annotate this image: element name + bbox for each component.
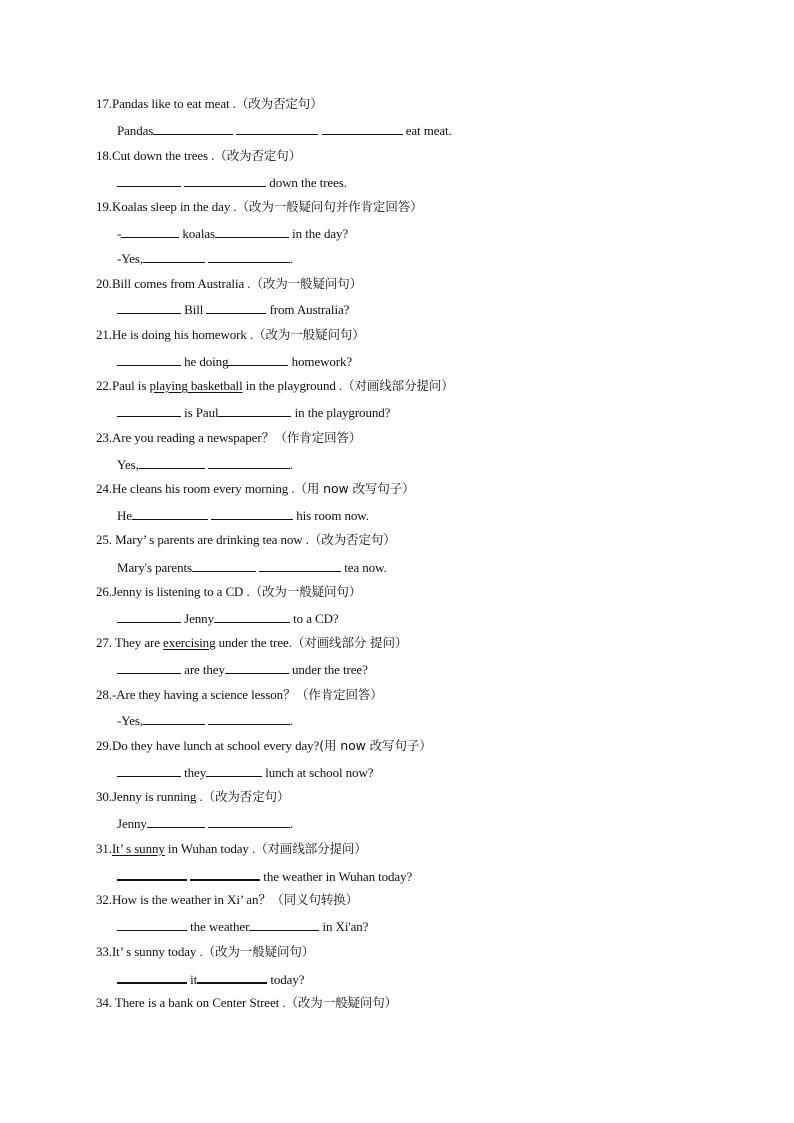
question-text: 34. There is a bank on Center Street . — [96, 995, 286, 1010]
answer-blank[interactable] — [190, 867, 260, 881]
question-text: 19.Koalas sleep in the day . — [96, 199, 237, 214]
question-instruction: （改为否定句） — [214, 148, 302, 163]
answer-27: are they under the tree? — [117, 661, 368, 677]
question-22: 22.Paul is playing basketball in the playground .（对画线部分提问） — [96, 378, 454, 393]
answer-blank[interactable] — [208, 250, 290, 263]
question-instruction: （改为一般疑问句并作肯定回答） — [236, 199, 423, 214]
answer-blank[interactable] — [249, 918, 319, 931]
question-instruction: （改为否定句） — [202, 789, 290, 804]
question-instruction: （改为一般疑问句） — [249, 584, 362, 599]
question-text: 32.How is the weather in Xi’ an？ — [96, 892, 272, 907]
question-instruction: （作肯定回答） — [295, 687, 383, 702]
question-text: 33.It’ s sunny today . — [96, 944, 203, 959]
question-29 — [96, 738, 432, 754]
question-25 — [96, 532, 396, 548]
answer-blank[interactable] — [225, 661, 289, 674]
answer-blank[interactable] — [206, 301, 266, 314]
question-text: 21.He is doing his homework . — [96, 327, 254, 342]
question-26 — [96, 584, 361, 600]
question-instruction: （改为否定句） — [308, 532, 396, 547]
answer-blank[interactable] — [147, 815, 205, 828]
answer-30: Jenny . — [117, 816, 294, 831]
answer-21: he doing homework? — [117, 353, 352, 369]
question-17 — [96, 96, 323, 112]
answer-blank[interactable] — [214, 610, 290, 623]
question-19 — [96, 199, 423, 215]
question-text: 17.Pandas like to eat meat . — [96, 96, 236, 111]
answer-blank[interactable] — [143, 250, 205, 263]
answer-23: Yes, . — [117, 457, 294, 472]
answer-19: - koalas in the day? — [117, 226, 349, 241]
question-text: 18.Cut down the trees . — [96, 148, 215, 163]
answer-20: Bill from Australia? — [117, 301, 349, 317]
question-text: 31. — [96, 841, 112, 856]
question-instruction: （对画线部分提问） — [255, 841, 367, 856]
answer-blank[interactable] — [117, 918, 187, 931]
answer-blank[interactable] — [192, 559, 256, 572]
question-21 — [96, 327, 365, 343]
answer-blank[interactable] — [117, 764, 181, 777]
question-text: 22.Paul is — [96, 378, 150, 393]
underlined-phrase: It’ s sunny — [111, 841, 165, 856]
answer-19-reply: -Yes, . — [117, 251, 294, 266]
question-18 — [96, 148, 301, 164]
answer-blank[interactable] — [153, 122, 233, 135]
question-instruction: （作肯定回答） — [274, 430, 362, 445]
question-text: 29.Do they have lunch at school every day? — [96, 738, 320, 753]
answer-blank[interactable] — [117, 661, 181, 674]
answer-blank[interactable] — [206, 764, 262, 777]
underlined-phrase: exercising — [163, 635, 216, 650]
answer-blank[interactable] — [117, 404, 181, 417]
question-instruction: （改为一般疑问句） — [253, 327, 365, 342]
answer-blank[interactable] — [228, 353, 288, 366]
question-text: 26.Jenny is listening to a CD . — [96, 584, 250, 599]
answer-blank[interactable] — [215, 225, 289, 238]
answer-blank[interactable] — [208, 815, 290, 828]
question-34 — [96, 995, 397, 1011]
question-instruction: （同义句转换） — [271, 892, 359, 907]
question-23 — [96, 430, 361, 446]
answer-blank[interactable] — [117, 174, 181, 187]
answer-blank[interactable] — [117, 301, 181, 314]
answer-17: Pandas eat meat. — [117, 123, 452, 138]
answer-22: is Paul in the playground? — [117, 404, 390, 420]
answer-25: Mary's parents tea now. — [117, 560, 387, 575]
answer-blank[interactable] — [197, 970, 267, 984]
answer-33: it today? — [117, 970, 304, 986]
answer-31: the weather in Wuhan today? — [117, 867, 412, 883]
answer-blank[interactable] — [139, 456, 205, 469]
question-31: 31.It’ s sunny in Wuhan today .（对画线部分提问） — [96, 841, 367, 856]
answer-blank[interactable] — [117, 867, 187, 881]
question-text: 20.Bill comes from Australia . — [96, 276, 251, 291]
question-text: 24.He cleans his room every morning . — [96, 481, 295, 496]
answer-32: the weather in Xi'an? — [117, 918, 368, 934]
question-27: 27. They are exercising under the tree.（对画线部分 提问） — [96, 635, 408, 650]
answer-29: they lunch at school now? — [117, 764, 373, 780]
answer-blank[interactable] — [117, 610, 181, 623]
answer-28: -Yes, . — [117, 713, 294, 728]
question-text: 25. Mary’ s parents are drinking tea now . — [96, 532, 309, 547]
answer-blank[interactable] — [143, 712, 205, 725]
question-instruction: （改为一般疑问句） — [285, 995, 398, 1010]
question-30 — [96, 789, 289, 805]
question-24 — [96, 481, 415, 497]
question-text: 27. They are — [96, 635, 164, 650]
question-20 — [96, 276, 362, 292]
answer-blank[interactable] — [259, 559, 341, 572]
answer-blank[interactable] — [218, 404, 291, 417]
answer-blank[interactable] — [211, 507, 293, 520]
question-33 — [96, 944, 314, 960]
question-text: 30.Jenny is running . — [96, 789, 203, 804]
question-instruction: (用 now 改写句子） — [319, 738, 432, 753]
question-text: 28.-Are they having a science lesson？ — [96, 687, 296, 702]
question-instruction: （改为否定句） — [235, 96, 323, 111]
answer-26: Jenny to a CD? — [117, 610, 339, 626]
answer-blank[interactable] — [132, 507, 208, 520]
question-text: 23.Are you reading a newspaper？ — [96, 430, 275, 445]
question-instruction: （用 now 改写句子） — [294, 481, 415, 496]
underlined-phrase: playing basketball — [149, 378, 243, 393]
question-instruction: （对画线部分 提问） — [291, 635, 408, 650]
answer-24: He his room now. — [117, 508, 369, 523]
answer-blank[interactable] — [322, 122, 403, 135]
answer-blank[interactable] — [117, 353, 181, 366]
answer-blank[interactable] — [184, 174, 266, 187]
question-28 — [96, 687, 383, 703]
answer-blank[interactable] — [208, 712, 290, 725]
question-32 — [96, 892, 358, 908]
question-instruction: （改为一般疑问句） — [202, 944, 315, 959]
answer-blank[interactable] — [236, 122, 318, 135]
answer-blank[interactable] — [117, 970, 187, 984]
answer-blank[interactable] — [208, 456, 290, 469]
question-instruction: （对画线部分提问） — [342, 378, 454, 393]
answer-18: down the trees. — [117, 174, 347, 190]
answer-blank[interactable] — [121, 225, 179, 238]
question-instruction: （改为一般疑问句） — [250, 276, 363, 291]
